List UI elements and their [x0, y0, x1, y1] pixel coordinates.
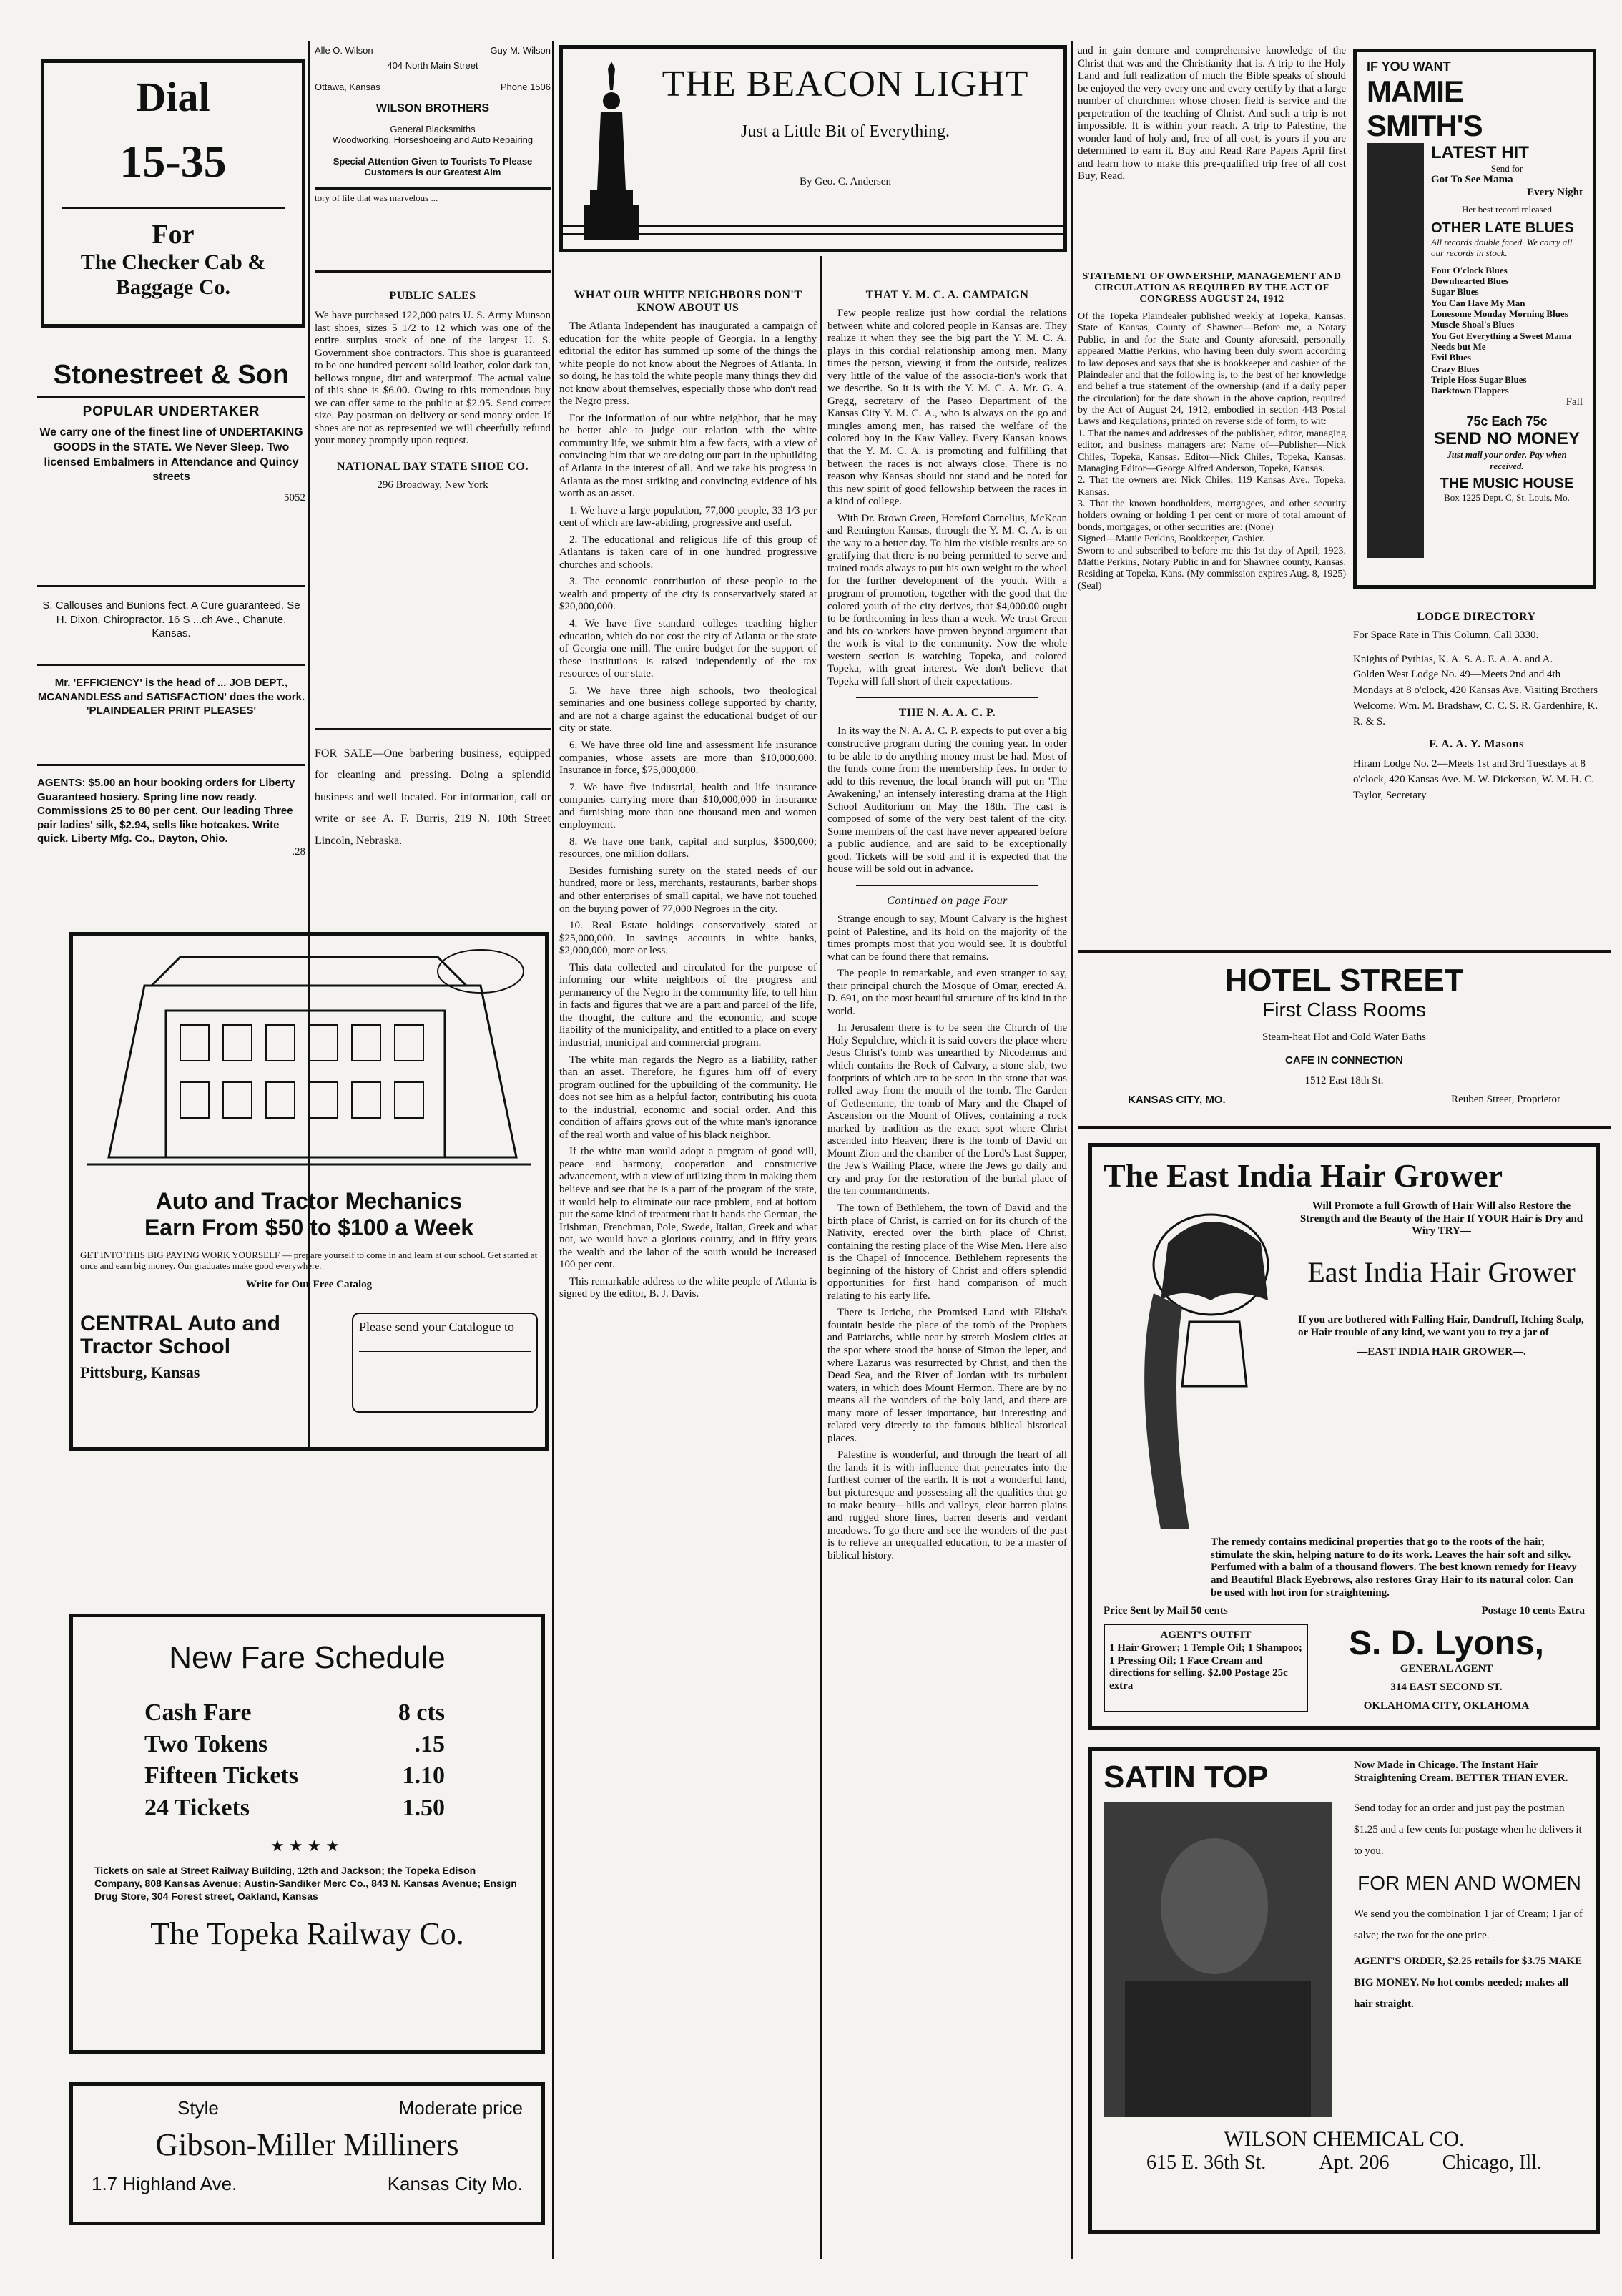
- mamie-body: [1367, 143, 1583, 558]
- continued-body: [827, 913, 1067, 1562]
- article-paragraph: In Jerusalem there is to be seen the Church of the Holy Sepulchre, which it is said covers the place where Jesus Christ's tomb was unearthed by Nicodemus and which contains the Rock of Calvary, a stone slab, two footprints of which are to be seen in the stone that was rolled away from the mouth of the tomb. The Garden of Gethsemane, the tomb of Mary and the Chapel of Ascension on the Mount of Olives, containing a rock marked by tradition as the exact spot where Christ ascended into Heaven; there is the tomb of David on Mount Zion and the chamber of the Lord's Last Supper, the Jew's Wailing Place, where the Jews go daily and cry and pray for the restoration of the burial place of the ten commandments.: [827, 1022, 1067, 1197]
- public-sales-firm: NATIONAL BAY STATE SHOE CO.: [337, 461, 529, 474]
- public-sales-address: 296 Broadway, New York: [377, 479, 488, 491]
- fare-row: [144, 1760, 445, 1792]
- mamie-list-item: You Can Have My Man: [1431, 297, 1525, 308]
- mamie-list-item: Muscle Shoal's Blues: [1431, 319, 1515, 330]
- east-india-agent-city: OKLAHOMA CITY, OKLAHOMA: [1363, 1699, 1530, 1712]
- east-india-agent: [1308, 1624, 1585, 1712]
- article-paragraph: Few people realize just how cordial the relations between white and colored people in Kansas are. They realize it when they see the big part the Y. M. C. A. plays in this cordial relationship among men. Many times the person, viewing it from the outside, realizes very little of the value of the associa-tion's work that we describe. So it is with the Y. M. C. A. Mr. G. A. Gregg, secretary of the Paseo Department of the Kansas City Y. M. C. A., who is always on the go and mingles among men, has raised the welfare of the colored boy in the Kaw Valley. Every Kansan knows that the Y. M. C. A. is promoting and fulfilling that between the races is not always close. There is no reason why Kansas should not stand and be noted for this new spirit of good fellowship between the races in a kind of college.: [827, 308, 1067, 508]
- article3-head: THE N. A. A. C. P.: [898, 707, 996, 720]
- lodge-directory: [1353, 607, 1600, 936]
- lodge-rates: For Space Rate in This Column, Call 3330.: [1353, 629, 1539, 641]
- mamie-other: OTHER LATE BLUES: [1431, 220, 1574, 237]
- efficiency-text: Mr. 'EFFICIENCY' is the head of ... JOB DEPT., MCANANDLESS and SATISFACTION' does the work. 'PLAINDEALER PRINT PLEASES': [37, 677, 305, 717]
- satin-title: SATIN TOP: [1104, 1760, 1269, 1795]
- milliners-ad: [69, 2082, 545, 2225]
- coupon-line: [359, 1351, 531, 1352]
- beacon-light-header: [559, 45, 1067, 252]
- wilson-name-left: Alle O. Wilson: [315, 45, 373, 56]
- article2-head: THAT Y. M. C. A. CAMPAIGN: [865, 289, 1029, 301]
- auto-headline1: Auto and Tractor Mechanics: [155, 1188, 463, 1214]
- mamie-want: IF YOU WANT: [1367, 59, 1451, 74]
- fare-value: 1.50: [402, 1794, 445, 1821]
- lodge-body2: Hiram Lodge No. 2—Meets 1st and 3rd Tuesdays at 8 o'clock, 420 Kansas Ave. M. W. Dickerson, W. M. H. C. Taylor, Secretary: [1353, 758, 1594, 801]
- article-paragraph: The Atlanta Independent has inaugurated a campaign of education for the white people of Georgia. In a lengthy editorial the editor has summed up some of the things the white people do not know about the Negroes of Atlanta. In so doing, he has told the white people many things they did not know about themselves, especially those who don't read the Negro press.: [559, 320, 817, 408]
- article-paragraph: Strange enough to say, Mount Calvary is the highest point of Palestine, and its hold on the majority of the times prompts most that you would see. It is doubtful what can be found there that remains.: [827, 913, 1067, 963]
- wilson-city-row: [315, 82, 551, 92]
- east-india-outfit-title: AGENT'S OUTFIT: [1160, 1629, 1252, 1642]
- east-india-right: [1289, 1200, 1585, 1536]
- article-paragraph: 1. We have a large population, 77,000 people, 33 1/3 per cent of which are law-abiding, progressive and useful.: [559, 504, 817, 529]
- mamie-list-item: You Got Everything a Sweet Mama Needs but Me: [1431, 330, 1572, 352]
- fare-schedule-ad: [69, 1614, 545, 2054]
- milliners-top-row: [92, 2097, 523, 2119]
- efficiency-ad: [37, 664, 305, 742]
- article2-body: [827, 308, 1067, 688]
- hotel-street-ad: [1078, 950, 1611, 1129]
- mamie-list-item: Lonesome Monday Morning Blues: [1431, 308, 1568, 319]
- mamie-list-item: Four O'clock Blues: [1431, 264, 1508, 275]
- mamie-list-item: Crazy Blues: [1431, 363, 1480, 374]
- east-india-outfit-body: 1 Hair Grower; 1 Temple Oil; 1 Shampoo; 1 Pressing Oil; 1 Face Cream and directions for selling. $2.00 Postage 25c extra: [1109, 1642, 1302, 1692]
- milliners-bottom-row: [92, 2173, 523, 2195]
- auto-catalog: Write for Our Free Catalog: [245, 1278, 373, 1290]
- fare-stars: ★★★★: [270, 1836, 344, 1855]
- satin-top-body: [1104, 1760, 1585, 2117]
- callouses-text: S. Callouses and Bunions fect. A Cure guaranteed. Se H. Dixon, Chiropractor. 16 S ...ch Ave., Chanute, Kansas.: [42, 599, 300, 639]
- hotel-cafe: CAFE IN CONNECTION: [1285, 1054, 1403, 1066]
- fare-row: [144, 1697, 445, 1729]
- mamie-smith-ad: [1353, 49, 1596, 589]
- divider: [315, 187, 551, 190]
- satin-apt: Apt. 206: [1319, 2152, 1390, 2174]
- stonestreet-tag: POPULAR UNDERTAKER: [82, 404, 260, 419]
- milliners-style: Style: [177, 2097, 219, 2119]
- mamie-name: MAMIE SMITH'S: [1367, 74, 1483, 142]
- statement-head: STATEMENT OF OWNERSHIP, MANAGEMENT AND CIRCULATION AS REQUIRED BY THE ACT OF CONGRESS AUGUST 24, 1912: [1082, 271, 1342, 305]
- mamie-no-money: SEND NO MONEY: [1433, 429, 1581, 449]
- wilson-address: 404 North Main Street: [387, 60, 478, 72]
- auto-body: GET INTO THIS BIG PAYING WORK YOURSELF — prepare yourself to come in and learn at our school. Get started at once and earn big money. Our graduates make good everywhere.: [80, 1250, 538, 1272]
- stonestreet-name: Stonestreet & Son: [53, 360, 290, 390]
- milliners-city: Kansas City Mo.: [387, 2173, 523, 2194]
- statue-of-liberty-icon: [576, 62, 647, 247]
- beacon-byline: By Geo. C. Andersen: [800, 176, 891, 187]
- satin-top-ad: [1088, 1747, 1600, 2234]
- milliners-name: Gibson-Miller Milliners: [155, 2127, 459, 2162]
- fare-row: [144, 1792, 445, 1824]
- mamie-text: [1431, 143, 1583, 558]
- fare-value: .15: [414, 1731, 445, 1758]
- dial-title: Dial: [136, 74, 210, 120]
- auto-footer: [80, 1313, 538, 1413]
- article-paragraph: This data collected and circulated for the purpose of informing our white neighbors of the progress and permanency of the Negro in the community life, to tell him in facts and figures that we are a part and parcel of the life, the thought, the culture and the economic, and scope liability of the municipality, and entitled to a place on every industrial, municipal and commercial program.: [559, 961, 817, 1049]
- fare-value: 1.10: [402, 1762, 445, 1790]
- column-rule: [552, 41, 554, 2259]
- mamie-list-item: Downhearted Blues: [1431, 275, 1509, 287]
- divider: [62, 207, 285, 209]
- fare-label: Two Tokens: [144, 1731, 268, 1758]
- dial-company: The Checker Cab & Baggage Co.: [80, 250, 266, 299]
- lodge-sub: F. A. A. Y. Masons: [1429, 738, 1524, 751]
- agents-num: .28: [292, 845, 305, 858]
- article3-body: [827, 725, 1067, 876]
- divider: [37, 396, 305, 398]
- auto-school-ad: [69, 932, 549, 1451]
- east-india-agent-name: S. D. Lyons,: [1349, 1624, 1544, 1663]
- satin-city: Chicago, Ill.: [1442, 2152, 1542, 2174]
- article-paragraph: The people in remarkable, and even stranger to say, their principal church the Mosque of Omar, erected A. D. 691, on the most beautiful structure of its kind in the world.: [827, 968, 1067, 1017]
- public-sales-title: PUBLIC SALES: [389, 290, 476, 302]
- man-portrait: [1104, 1802, 1332, 2117]
- article-paragraph: 8. We have one bank, capital and surplus, $500,000; resources, one million dollars.: [559, 835, 817, 860]
- mamie-song2: Every Night: [1527, 187, 1583, 199]
- article-paragraph: For the information of our white neighbor, that he may be better able to judge our relation with the white community life, we submit him a few facts, with a view of convincing him that we are doing our part in the upbuilding of Atlanta in the interest of all. And we take his progress in Atlanta as the most striking and convincing evidence of his worth as an asset.: [559, 412, 817, 500]
- portrait-face: [1161, 1838, 1268, 1974]
- article-paragraph: There is Jericho, the Promised Land with Elisha's fountain beside the place of the tomb of the Prophets and Patriarchs, while near by stretch Moslem cities at the spot where stood the house of Simon the leper, and where Lazarus was resurrected by Christ, and then the Dead Sea, and the River of Jordan with its turbulent waters, in which does Mount Hermon. There are by no means all the wonders of the holy land, and there are many more of lesser importance, but interesting and related very directly to the famous biblical historical places.: [827, 1307, 1067, 1444]
- holy-land-body: and in gain demure and comprehensive knowledge of the Christ that was and the Christianity that is. A trip to the Holy Land and full realization of much the Bible speaks of should be enjoyed the very every one and every certify by that a large number of churchmen whose chosen field is service and the perpetration of the teaching of Christ. And such a trip is not impossible. It is within your reach. A trip to Palestine, the wonder land of holy and, free of all cost, is yours if you are determined to earn it. Buy and Read Rare Papers April first and learn how to make this pre-qualified trip free of all cost Buy, Read.: [1078, 45, 1346, 182]
- satin-company: WILSON CHEMICAL CO.: [1224, 2127, 1465, 2151]
- east-india-title: The East India Hair Grower: [1104, 1157, 1503, 1194]
- east-india-postage: Postage 10 cents Extra: [1481, 1605, 1585, 1617]
- stonestreet-ad: [37, 360, 305, 560]
- milliners-price: Moderate price: [398, 2097, 523, 2119]
- east-india-grower: —EAST INDIA HAIR GROWER—.: [1357, 1346, 1526, 1358]
- fare-rows: [144, 1697, 445, 1824]
- for-sale-ad: [315, 728, 551, 885]
- article-paragraph: 4. We have five standard colleges teaching higher education, which do not cost the city of Atlanta or the state of Georgia one mill. The entire budget for the support of these institutions is raised independently of the tax resources of our state.: [559, 618, 817, 680]
- for-sale-text: FOR SALE—One barbering business, equipped for cleaning and pressing. Doing a splendid business and well located. For information, call or write or see A. F. Burris, 219 N. 10th Street Lincoln, Nebraska.: [315, 747, 551, 847]
- statement-body: Of the Topeka Plaindealer published weekly at Topeka, Kansas. State of Kansas, County of Shawnee—Before me, a Notary Public, in and for the State and County aforesaid, personally appeared Mattie Perkins, who having been duly sworn according to law deposes and says that she is bookkeeper and cashier of the Plaindealer and that the following is, to the best of her knowledge and belief a true statement of the ownership (and if a daily paper the circulation) for the date shown in the above caption, required by the Act of August 24, 1912, embodied in section 443 Postal Laws and Regulations, printed on reverse side of form, to wit: 1. That the names and addresses of the publisher, editor, managing editor, and business managers are: Name of—Publisher—Nick Chiles, Topeka, Kansas. Editor—Nick Chiles, Topeka, Kansas. Managing Editor—George Alfred Anderson, Topeka, Kansas. 2. That the owners are: Nick Chiles, 119 Kansas Ave., Topeka, Kansas. 3. That the known bondholders, mortgagees, and other security holders owning or holding 1 per cent or more of total amount of bonds, mortgages, or other securities are: (None) Signed—Mattie Perkins, Bookkeeper, Cashier. Sworn to and subscribed to before me this 1st day of April, 1923. Mattie Perkins, Notary Public in and for Shawnee county, Kansas. Residing at Topeka, Kans. (My commission expires Aug. 8, 1925) (Seal): [1078, 311, 1346, 592]
- fare-label: Cash Fare: [144, 1699, 252, 1726]
- article-paragraph: Palestine is wonderful, and through the heart of all the lands it is with influence that penetrates into the furthest corner of the earth. It is not a wonderful land, but picturesque and possessing all the qualities that go to make beauty—hills and valleys, clear barren plains and rugged shore lines, barren deserts and verdant meadows. To go there and see the wonders of the past is to relieve an unequalled education, to be a master of biblical history.: [827, 1449, 1067, 1561]
- fare-company: The Topeka Railway Co.: [150, 1916, 464, 1952]
- mamie-fall: Fall: [1566, 396, 1583, 408]
- lodge-title: LODGE DIRECTORY: [1417, 611, 1536, 623]
- holy-land-text: [1078, 45, 1346, 252]
- satin-addr: 615 E. 36th St.: [1146, 2152, 1267, 2174]
- callouses-ad: [37, 585, 305, 642]
- dial-for: For: [152, 220, 195, 250]
- fare-row: [144, 1729, 445, 1760]
- mamie-list-item: Triple Hoss Sugar Blues: [1431, 373, 1527, 385]
- article1-head: WHAT OUR WHITE NEIGHBORS DON'T KNOW ABOUT US: [574, 289, 802, 314]
- agents-text: AGENTS: $5.00 an hour booking orders for Liberty Guaranteed hosiery. Spring line now ready. Commissions 25 to 80 per cent. Our leading Three pair ladies' silk, $2.94, sells like hotcakes. Write quick. Liberty Mfg. Co., Dayton, Ohio.: [37, 777, 295, 845]
- fare-note: Tickets on sale at Street Railway Building, 12th and Jackson; the Topeka Edison Company, 808 Kansas Avenue; Austin-Sandiker Merc Co., 843 N. Kansas Avenue; Ensign Drug Store, 304 Forest street, Oakland, Kansas: [94, 1864, 517, 1903]
- lodge-body: Knights of Pythias, K. A. S. A. E. A. A. and A. Golden West Lodge No. 49—Meets 2nd and 4th Mondays at 8 o'clock, 420 Kansas Ave. Visiting Brothers Welcome. Wm. M. Bradshaw, C. C. S. R. Gardenhire, K. R. & S.: [1353, 653, 1598, 727]
- wilson-note: Special Attention Given to Tourists To Please Customers is our Greatest Aim: [333, 155, 533, 177]
- article-paragraph: If the white man would adopt a program of good will, peace and harmony, cooperation and constructive advancement, with a view of utilizing them in making them believe and see that he is a part of the program of the state, it would help to eliminate our race problem, and at bottom put the same kind of treatment that it hands the German, the Irishman, Frenchman, Pole, Swede, Italian, Greek and what not, we would have a glorious country, and in fifty years the wealth and the labor of the south would be increased 100 per cent.: [559, 1146, 817, 1271]
- wilson-trade2: Woodworking, Horseshoeing and Auto Repairing: [332, 134, 534, 146]
- stonestreet-body: We carry one of the finest line of UNDERTAKING GOODS in the STATE. We Never Sleep. Two licensed Embalmers in Attendance and Quincy streets: [39, 426, 303, 484]
- satin-tag: Now Made in Chicago. The Instant Hair Straightening Cream. BETTER THAN EVER.: [1354, 1760, 1568, 1784]
- portrait-body: [1125, 1981, 1311, 2117]
- coupon-text: Please send your Catalogue to—: [359, 1320, 527, 1335]
- wilson-trade1: General Blacksmiths: [390, 123, 476, 134]
- wilson-ad: [315, 45, 551, 267]
- school-building-illustration: [80, 943, 538, 1179]
- satin-agents: AGENT'S ORDER, $2.25 retails for $3.75 MAKE BIG MONEY. No hot combs needed; makes all hair straight.: [1354, 1956, 1583, 2011]
- east-india-price: Price Sent by Mail 50 cents: [1104, 1605, 1228, 1617]
- satin-for: FOR MEN AND WOMEN: [1357, 1872, 1581, 1895]
- article-paragraph: 6. We have three old line and assessment life insurance companies, whose assets are more than $10,000,000. Insurance in force, $75,000,000.: [559, 739, 817, 777]
- auto-headline2: Earn From $50 to $100 a Week: [144, 1215, 474, 1240]
- wilson-name-right: Guy M. Wilson: [490, 45, 551, 56]
- fare-label: 24 Tickets: [144, 1794, 250, 1821]
- woman-portrait-illustration: [1104, 1200, 1289, 1536]
- auto-school-block: [80, 1313, 316, 1413]
- east-india-brand: East India Hair Grower: [1307, 1256, 1576, 1289]
- hotel-city: KANSAS CITY, MO.: [1128, 1094, 1226, 1107]
- column-rule: [1071, 41, 1073, 2259]
- agents-ad: [37, 764, 305, 893]
- east-india-remedy: The remedy contains medicinal properties that go to the roots of the hair, stimulate the skin, helping nature to do its work. Leaves the hair soft and silky. Perfumed with a balm of a thousand flowers. The best known remedy for Heavy and Beautiful Black Eyebrows, also restores Gray Hair to its natural color. Can be used with hot iron for straightening.: [1211, 1536, 1577, 1599]
- wilson-names: [315, 45, 551, 56]
- mamie-shop-addr: Box 1225 Dept. C, St. Louis, Mo.: [1444, 491, 1570, 503]
- article-paragraph: The white man regards the Negro as a liability, rather than an asset. Therefore, he figures him off of every program outlined for the upbuilding of the community. He does not see him as a helpful factor, contributing his quota to the industrial, economic and social order. And this condition of affairs grows out of the white man's ignorance of the real worth and value of his black neighbor.: [559, 1054, 817, 1141]
- satin-addr-row: [1104, 2152, 1585, 2174]
- newspaper-page: [16, 41, 1611, 2262]
- ownership-statement: [1078, 267, 1346, 946]
- article-paragraph: 2. The educational and religious life of this group of Atlantans is taken care of in one hundred progressive churches and schools.: [559, 534, 817, 571]
- wilson-firm: WILSON BROTHERS: [375, 102, 490, 114]
- mamie-other-note: All records double faced. We carry all our records in stock.: [1431, 237, 1573, 259]
- hotel-name: HOTEL STREET: [1224, 963, 1464, 998]
- satin-order: Send today for an order and just pay the postman $1.25 and a few cents for postage when he delivers it to you.: [1354, 1802, 1582, 1858]
- article-paragraph: In its way the N. A. A. C. P. expects to put over a big constructive program during the coming year. In order to be able to do anything money must be had. Most of the funds come from the membership fees. In order to add to this revenue, the local branch will put on 'The Awakening,' an intensely interesting drama at the High School Auditorium on May the 18th. The cast is composed of some of the very best talent of the city. Some members of the cast have never appeared before a public audience, and are said to be exceptionally good. Tickets will be sold and it is expected that the house will be sold out in advance.: [827, 725, 1067, 875]
- milliners-address: 1.7 Highland Ave.: [92, 2173, 237, 2194]
- east-india-falling: If you are bothered with Falling Hair, Dandruff, Itching Scalp, or Hair trouble of any kind, we want you to try a jar of: [1298, 1314, 1584, 1338]
- east-india-bottom: [1104, 1624, 1585, 1712]
- east-india-outfit: [1104, 1624, 1308, 1712]
- auto-school: CENTRAL Auto and Tractor School: [80, 1312, 280, 1358]
- mamie-portrait: [1367, 143, 1424, 558]
- hotel-addr: 1512 East 18th St.: [1304, 1075, 1384, 1087]
- fare-value: 8 cts: [398, 1699, 445, 1726]
- east-india-agent-addr: 314 EAST SECOND ST.: [1390, 1681, 1503, 1693]
- east-india-ad: [1088, 1143, 1600, 1730]
- satin-right: [1347, 1760, 1585, 2117]
- hotel-prop: Reuben Street, Proprietor: [1451, 1094, 1560, 1106]
- article-paragraph: With Dr. Brown Green, Hereford Cornelius, McKean and Remington Kansas, through the Y. M. C. A. is on the way to a better day. To him the visible results are so gratifying that there is no being permitted to serve and trained roads always to put his own weight to the wheel for the further development of the youth. With a program of promotion, together with the good that the colored youth of the city derives, that $4,000.00 ought to be forthcoming in less than a week. We trust Green and his co-workers have proven beyond argument that the work is vital to the community. Now the whole western section is watching Topeka, and colored Topeka, with great interest. We don't believe that Topeka will fall short of their expectations.: [827, 512, 1067, 687]
- article-paragraph: 3. The economic contribution of these people to the wealth and property of the city is conservatively stated at $20,000,000.: [559, 576, 817, 613]
- beacon-title: THE BEACON LIGHT: [662, 64, 1029, 104]
- article-paragraph: The town of Bethlehem, the town of David and the birth place of Christ, is carried on for its church of the Nativity, erected over the birth place of Christ, containing the resting place of the Wise Men. Here also is the Chapel of Innocence. Bethlehem represents the beginning of the history of Christ and offers splendid opportunities for first hand comparison of much relating to his early life.: [827, 1202, 1067, 1302]
- dial-ad: [41, 59, 305, 328]
- wilson-phone: Phone 1506: [500, 81, 551, 92]
- fare-label: Fifteen Tickets: [144, 1762, 298, 1790]
- article-paragraph: 10. Real Estate holdings conservatively stated at $25,000,000. In savings accounts in white banks, $2,000,000, more or less.: [559, 920, 817, 957]
- hotel-rooms: First Class Rooms: [1262, 999, 1426, 1021]
- continued-head: Continued on page Four: [887, 894, 1008, 907]
- mamie-order: Just mail your order. Pay when received.: [1447, 449, 1567, 471]
- mamie-song1: Got To See Mama: [1431, 174, 1513, 186]
- divider: [563, 225, 1063, 227]
- article-white-neighbors: [559, 285, 817, 2262]
- beacon-sub: Just a Little Bit of Everything.: [741, 122, 950, 141]
- catalog-coupon[interactable]: [352, 1313, 538, 1413]
- public-sales: [315, 270, 551, 714]
- mamie-list-item: Sugar Blues: [1431, 286, 1479, 298]
- fare-title: New Fare Schedule: [169, 1640, 446, 1675]
- east-india-agent-title: GENERAL AGENT: [1400, 1663, 1493, 1675]
- column-rule: [820, 256, 822, 2259]
- wilson-tail: tory of life that was marvelous ...: [315, 192, 438, 204]
- article-paragraph: 5. We have three high schools, two theological seminaries and one business college supported by charity, and are not a charge against the educational budget of our city or state.: [559, 685, 817, 735]
- article-paragraph: 7. We have five industrial, health and life insurance companies carrying more than $10,000,000 in insurance and furnishing more than one thousand men and women employment.: [559, 781, 817, 831]
- article-paragraph: Besides furnishing surety on the stated needs of our hundred, more or less, merchants, restaurants, barber shops and other enterprises of small capital, we have not touched on the buying power of 77,000 Negroes in the city.: [559, 865, 817, 915]
- divider: [563, 233, 1063, 235]
- mamie-hit: LATEST HIT: [1431, 143, 1529, 162]
- mamie-list-item: Evil Blues: [1431, 352, 1471, 363]
- satin-left: [1104, 1760, 1347, 2117]
- auto-city: Pittsburg, Kansas: [80, 1363, 200, 1382]
- public-sales-body: We have purchased 122,000 pairs U. S. Army Munson last shoes, sizes 5 1/2 to 12 which was one of the entire surplus stock of one of the largest U. S. Government shoe contractors. This shoe is guaranteed to be one hundred percent solid leather, color dark tan, bellows tongue, dirt and waterproof. The actual value of this shoe is $6.00. Owing to this tremendous buy we can offer same to the public at $2.95. Send correct size. Pay postman on delivery or send money order. If shoes are not as represented we will cheerfully refund your money promptly upon request.: [315, 310, 551, 447]
- article-paragraph: This remarkable address to the white people of Atlanta is signed by the editor, B. J. Davis.: [559, 1275, 817, 1300]
- mamie-list-item: Darktown Flappers: [1431, 385, 1509, 396]
- divider: [856, 697, 1038, 698]
- dial-number: 15-35: [119, 136, 227, 187]
- satin-combo: We send you the combination 1 jar of Cream; 1 jar of salve; the two for the one price.: [1354, 1908, 1583, 1942]
- article-ymca-column: [827, 285, 1067, 2262]
- stonestreet-num: 5052: [284, 492, 305, 504]
- east-india-price-row: [1104, 1605, 1585, 1618]
- east-india-top: [1104, 1200, 1585, 1536]
- divider: [856, 885, 1038, 886]
- wilson-city: Ottawa, Kansas: [315, 81, 380, 92]
- mamie-price: 75c Each 75c: [1466, 414, 1548, 429]
- article1-body: [559, 320, 817, 1301]
- hotel-bath: Steam-heat Hot and Cold Water Baths: [1262, 1031, 1426, 1043]
- hotel-bottom: [1099, 1094, 1589, 1107]
- mamie-send: Send for: [1490, 163, 1523, 174]
- east-india-lead: Will Promote a full Growth of Hair Will also Restore the Strength and the Beauty of the Hair If YOUR Hair is Dry and Wiry TRY—: [1299, 1200, 1583, 1237]
- mamie-record: Her best record released: [1462, 203, 1552, 215]
- mamie-list: [1431, 265, 1583, 396]
- mamie-shop: THE MUSIC HOUSE: [1440, 475, 1574, 491]
